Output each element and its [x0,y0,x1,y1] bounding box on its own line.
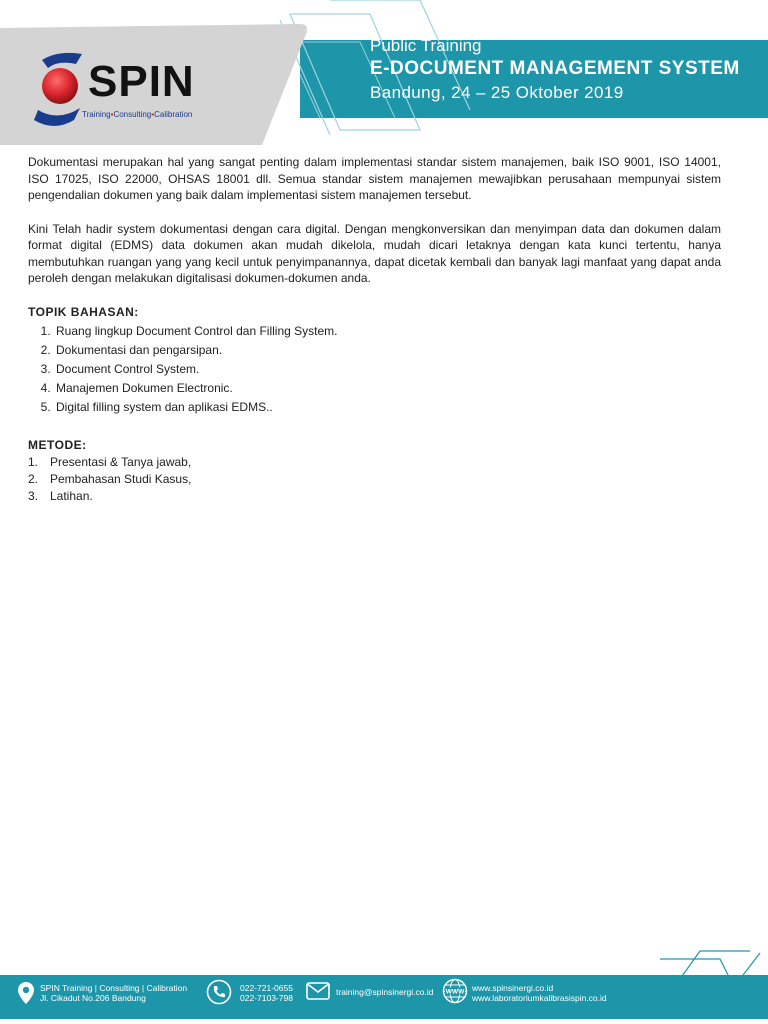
list-item: 1. Ruang lingkup Document Control dan Filling System. [54,322,721,341]
website-link[interactable]: www.spinsinergi.co.id [472,983,554,993]
spin-logo [30,50,230,130]
list-item: 3. Document Control System. [54,360,721,379]
globe-icon [442,978,468,1004]
list-text: Pembahasan Studi Kasus, [50,471,192,486]
header-text [370,36,740,104]
spin-logo-mark-icon [30,50,90,130]
tagline-consulting: Consulting [113,110,152,119]
tagline-calibration: Calibration [154,110,193,119]
footer-websites [472,983,607,1003]
logo-tagline: Training▪Consulting▪Calibration [82,110,193,119]
mail-icon [306,982,330,1000]
intro-paragraph: Dokumentasi merupakan hal yang sangat penting dalam implementasi standar sistem manajemen, baik ISO 9001, ISO 14001, ISO 17025, ISO 22000, OHSAS 18001 dll. Semua standar sistem manajemen mewajibkan perusahaan mempunyai sistem pengendalian dokumen yang baik dalam implementasi sistem manajemen tersebut. [28,155,721,202]
www-label: WWW [445,988,465,996]
footer-street: Jl. Cikadut No.206 Bandung [40,993,146,1003]
footer-address [40,983,187,1003]
website-link[interactable]: www.laboratoriumkalibrasispin.co.id [472,993,607,1003]
list-number: 1. [28,454,39,469]
topik-list [28,322,721,417]
footer-decoration [600,945,768,979]
phone-number[interactable]: 022-721-0655 [240,983,293,993]
phone-icon [206,979,232,1005]
phone-number[interactable]: 022-7103-798 [240,993,293,1003]
event-date: Bandung, 24 – 25 Oktober 2019 [370,83,624,102]
header-subtitle: Public Training [370,36,482,55]
logo-wordmark: SPIN [88,57,195,106]
list-number: 2. [28,471,39,486]
list-item [28,471,721,488]
footer-bottom-strip [0,1019,768,1024]
main-content [28,154,721,505]
page-title: E-DOCUMENT MANAGEMENT SYSTEM [370,58,740,79]
list-item: 5. Digital filling system dan aplikasi EDMS.. [54,398,721,417]
footer-phones [240,983,293,1003]
list-item [28,488,721,505]
list-number: 3. [28,488,39,503]
tagline-training: Training [82,110,111,119]
topik-heading: TOPIK BAHASAN: [28,304,139,319]
list-item: 4. Manajemen Dokumen Electronic. [54,379,721,398]
edms-paragraph: Kini Telah hadir system dokumentasi dengan cara digital. Dengan mengkonversikan dan menyimpan data dan dokumen dalam format digital (EDMS) data dokumen akan mudah dikelola, mudah dicari letaknya dengan kata kunci tertentu, hanya membutuhkan ruangan yang yang kecil untuk penyimpanannya, dapat dicetak kembali dan banyak lagi manfaat yang dapat anda peroleh dengan melakukan digitalisasi dokumen-dokumen anda. [28,221,721,285]
list-item [28,454,721,471]
footer [0,975,768,1024]
list-text: Latihan. [50,488,93,503]
list-item: 2. Dokumentasi dan pengarsipan. [54,341,721,360]
metode-heading: METODE: [28,438,87,452]
footer-email[interactable]: training@spinsinergi.co.id [336,987,434,997]
metode-list [28,454,721,505]
location-pin-icon [17,981,35,1005]
header [0,0,768,145]
list-text: Presentasi & Tanya jawab, [50,454,192,469]
footer-company: SPIN Training | Consulting | Calibration [40,983,188,993]
